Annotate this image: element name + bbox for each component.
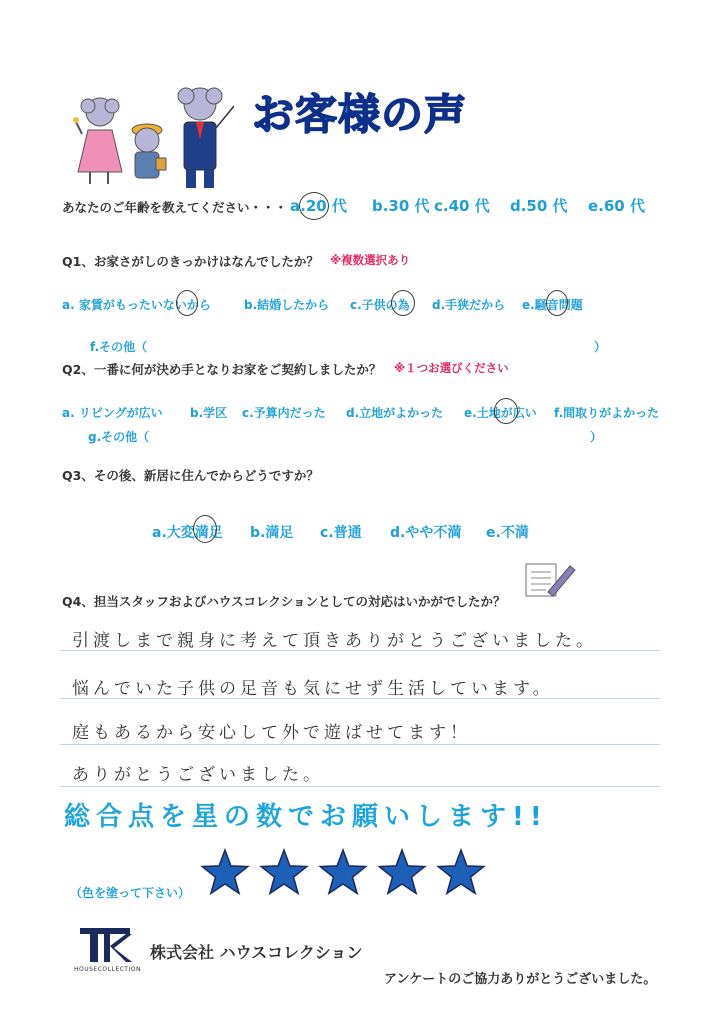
- q2-option-a: a. リビングが広い: [62, 406, 163, 420]
- mascot-illustration: [62, 72, 242, 192]
- q3-option-a: a.大変満足: [152, 525, 223, 541]
- q2-note: ※１つお選びください: [394, 361, 509, 375]
- age-option-c: c.40 代: [434, 197, 490, 215]
- q2-question: Q2、一番に何が決め手となりお家をご契約しましたか？: [62, 362, 382, 377]
- selected-circle: [193, 515, 217, 543]
- q3-option-b: b.満足: [250, 525, 294, 541]
- q2-option-c: c.予算内だった: [242, 406, 326, 420]
- q1-option-b: b.結婚したから: [244, 298, 330, 312]
- age-option-d: d.50 代: [510, 197, 568, 215]
- star-rating: [200, 848, 486, 898]
- q1-other: f.その他（: [90, 340, 148, 354]
- q1-option-a: a. 家賃がもったいないから: [62, 298, 211, 312]
- answer-line-1: 引渡しまで親身に考えて頂きありがとうございました。: [72, 631, 597, 651]
- q2-other-close: ）: [590, 430, 603, 444]
- selected-circle: [546, 290, 568, 316]
- q3-option-e: e.不満: [486, 525, 529, 541]
- rating-instruction: （色を塗って下さい）: [70, 886, 191, 900]
- answer-line: [60, 744, 660, 745]
- q2-other: g.その他（: [88, 430, 150, 444]
- answer-line: [60, 786, 660, 787]
- selected-circle: [391, 290, 415, 316]
- q2-option-d: d.立地がよかった: [346, 406, 444, 420]
- selected-circle: [299, 192, 329, 220]
- page-title: お客様の声: [252, 90, 468, 139]
- q2-option-f: f.間取りがよかった: [554, 406, 660, 420]
- age-question: あなたのご年齢を教えてください・・・: [62, 200, 288, 215]
- q2-option-e: e.土地が広い: [464, 406, 537, 420]
- q3-option-d: d.やや不満: [390, 525, 462, 541]
- age-option-a: a.20 代: [290, 197, 347, 215]
- age-option-e: e.60 代: [588, 197, 645, 215]
- rating-heading: 総合点を星の数でお願いします!!: [64, 802, 548, 832]
- company-name: 株式会社 ハウスコレクション: [150, 943, 363, 962]
- q1-question: Q1、お家さがしのきっかけはなんでしたか？: [62, 254, 319, 269]
- star-icon[interactable]: [318, 848, 368, 898]
- answer-line-3: 庭もあるから安心して外で遊ばせてます！: [72, 723, 471, 743]
- memo-icon: [522, 558, 578, 600]
- q4-question: Q4、担当スタッフおよびハウスコレクションとしての対応はいかがでしたか？: [62, 594, 506, 609]
- star-icon[interactable]: [377, 848, 427, 898]
- star-icon[interactable]: [436, 848, 486, 898]
- answer-line-4: ありがとうございました。: [72, 765, 324, 785]
- star-icon[interactable]: [200, 848, 250, 898]
- q1-option-c: c.子供の為: [350, 298, 410, 312]
- star-icon[interactable]: [259, 848, 309, 898]
- thanks-message: アンケートのご協力ありがとうございました。: [384, 972, 657, 987]
- q3-question: Q3、その後、新居に住んでからどうですか？: [62, 468, 319, 483]
- q1-option-e: e.騒音問題: [522, 298, 583, 312]
- answer-line-2: 悩んでいた子供の足音も気にせず生活しています。: [72, 679, 554, 699]
- q1-other-close: ）: [594, 340, 607, 354]
- q1-note: ※複数選択あり: [330, 253, 411, 267]
- q1-option-d: d.手狭だから: [432, 298, 506, 312]
- q2-option-b: b.学区: [190, 406, 228, 420]
- q3-option-c: c.普通: [320, 525, 362, 541]
- age-option-b: b.30 代: [372, 197, 430, 215]
- selected-circle: [494, 398, 518, 424]
- selected-circle: [176, 290, 198, 316]
- logo-text: HOUSECOLLECTION: [74, 966, 141, 973]
